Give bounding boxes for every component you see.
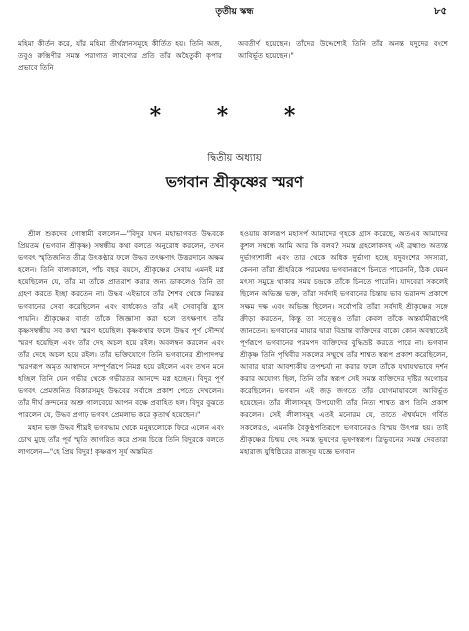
body-left-column [18, 228, 224, 628]
continuation-left-text: মহিমা কীর্তন করে, যাঁর মহিমা তীর্থস্নানসমূহে কীর্তিত হয়। তিনি অজ, তবুও রুক্মিণীর সমস্ত পরাগাত লাবণ্যের প্রতি তাঁর অহৈতুকী কৃপার প্রভাবে তিনি [18, 39, 222, 73]
body-paragraph: শ্রীল শুকদেব গোস্বামী বললেন—"বিদুর যখন মহাভাগবত উদ্ধবকে প্রিয়তম (ভগবান শ্রীকৃষ্ণ) সম্বন্ধীয় কথা বলতে অনুরোধ করলেন, তখন ভগবৎ স্মৃতিজনিত তীব্র উৎকণ্ঠার ফলে উদ্ধব তৎক্ষণাৎ উত্তরদানে অক্ষম হলেন। তিনি বাল্যকালে, পাঁচ বছর বয়সে, শ্রীকৃষ্ণের সেবায় এমনই মগ্ন হয়েছিলেন যে, তাঁর মা তাঁকে প্রাতরাশ করার জন্য ডাকলেও তিনি তা গ্রহণ করতে ইচ্ছা করতেন না। উদ্ধব এইভাবে তাঁর শৈশব থেকে নিরন্তর ভগবানের সেবা করেছিলেন এবং বার্ধক্যেও তাঁর এই সেবাবৃত্তি হ্রাস পায়নি। শ্রীকৃষ্ণের বার্তা তাঁকে জিজ্ঞাসা করা হলে তৎক্ষণাৎ তাঁর কৃষ্ণসম্বন্ধীয় সব কথা স্মরণ হয়েছিল। কৃষ্ণকথার ফলে উদ্ধব পূর্ণ সৌন্দর্য স্মরণ হয়েছিল এবং তাঁর দেহ অচল হয়ে রইল। অবলম্বন করলেন এবং তাঁর দেহে অচল হয়ে রইল। তাঁর ভক্তিযোগে তিনি ভগবানের শ্রীপাদপদ্ম স্মরণরূপ অমৃত আস্বাদনে সম্পূর্ণরূপে নিমগ্ন হয়ে রইলেন এবং তখন মনে হচ্ছিল তিনি যেন গভীর থেকে গভীরতর আনন্দে মগ্ন হচ্ছেন। বিদুর পূর্ণ ভগবৎ প্রেমজনিত বিকারসমূহ উদ্ধবের সর্বাঙ্গে প্রকাশ পেতে দেখলেন। তাঁর দীর্ঘ ক্রন্দনের অশ্রু গালবেয়ে আপন বক্ষে প্রবাহিত হল। বিদুর বুঝতে পারলেন যে, উদ্ধব প্রগাঢ় ভগবৎ প্রেমলাভ করে কৃতার্থ হয়েছেন।" [18, 229, 224, 420]
continuation-left-column [18, 38, 222, 84]
page-number: ৮৫ [434, 6, 447, 17]
continuation-right-column [238, 38, 448, 84]
chapter-title: ভগবান শ্রীকৃষ্ণের স্মরণ [165, 173, 304, 191]
body-right-column [240, 228, 448, 628]
continuation-right-text: অবতীর্ণ হয়েছেন। তাঁদের উদ্দেশ্যেই তিনি তাঁর অনন্ত যদুদের বংশে আবির্ভূত হয়েছেন।" [238, 39, 448, 61]
section-divider-stars: * * * [149, 103, 320, 129]
body-paragraph: হওয়ায় কালরূপ মহাসর্প আমাদের গৃহকে গ্রাস করেছে, অতএব আমাদের কুশল সম্বন্ধে আমি আর কি বলব? সমস্ত গ্রহলোকসহ এই ব্রহ্মাণ্ড অত্যন্ত দুর্ভাগ্যশালী এবং তার থেকে অধিক দুর্ভাগা হচ্ছে যদুবংশের সদস্যরা, কেননা তাঁরা শ্রীহরিকে পরমেশ্বর ভগবানরূপে চিনতে পারেননি, ঠিক যেমন মৎস্য সমুদ্রে থাকার সময় চন্দ্রকে তাঁকে চিনতে পারেনি। যাদবেরা সকলেই ছিলেন অভিজ্ঞ ভক্ত, তাঁরা সর্বদাই ভগবানের চিন্তায় ভাব ভরানন্দ প্রকাশে সক্ষম দক্ষ এবং অভিজ্ঞ ছিলেন। সর্বোপরি তাঁরা সর্বদাই শ্রীকৃষ্ণের সঙ্গে ক্রীড়া করতেন, কিন্তু তা সত্ত্বেও তাঁরা কেবল তাঁকে অন্তর্যামীরূপেই জানতেন। ভগবানের মায়ার দ্বারা বিভ্রান্ত ব্যক্তিদের বাক্যে কোন অবস্থাতেই পূর্ণরূপে ভগবানের পরমপদ ব্যক্তিদের বুদ্ধিভ্রষ্ট করতে পারে না। ভগবান শ্রীকৃষ্ণ তিনি পৃথিবীর সকলের সম্মুখে তাঁর শাশ্বত স্বরূপ প্রকাশ করেছিলেন, আবার যারা আবশ্যকীয় তপশ্চর্যা না করার ফলে তাঁকে যথাযথভাবে দর্শন করার অযোগ্য ছিল, তিনি তাঁর স্বরূপ সেই সমস্ত ব্যক্তিদের দৃষ্টির অগোচর করেছিলেন। ভগবান এই জড় জগতে তাঁর যোগমায়াবলে আবির্ভূত হয়েছেন। তাঁর লীলাসমূহ উপযোগী তাঁর নিত্য শাশ্বত রূপ তিনি প্রকাশ করলেন। সেই লীলাসমূহ এতই মনোরম যে, তাতে ঐশ্বর্যমদে গর্বিত সকলেরও, এমনকি বৈকুণ্ঠপতিরূপে ভগবানেরও বিস্ময় উৎপন্ন হয়। তাই শ্রীকৃষ্ণের চিন্ময় দেহ সমস্ত ভূষণের ভূষণস্বরূপ। ত্রিভুবনের সমস্ত দেবতারা মহারাজ যুধিষ্ঠিরের রাজসূয় যজ্ঞে ভগবান [240, 229, 448, 456]
body-paragraph: মহান ভক্ত উদ্ধব শীঘ্রই ভগবদ্ধাম থেকে মনুষ্যলোকে ফিরে এলেন এবং চোখ মুছে তাঁর পূর্ব স্মৃতি জাগরিত করে প্রসন্ন চিত্তে তিনি বিদুরকে বলতে লাগলেন—"হে প্রিয় বিদুর! কৃষ্ণরূপ সূর্য অস্তমিত [18, 422, 224, 456]
chapter-number: দ্বিতীয় অধ্যায় [207, 153, 262, 164]
running-title: তৃতীয় স্কন্ধ [215, 7, 254, 17]
running-header [0, 4, 469, 18]
